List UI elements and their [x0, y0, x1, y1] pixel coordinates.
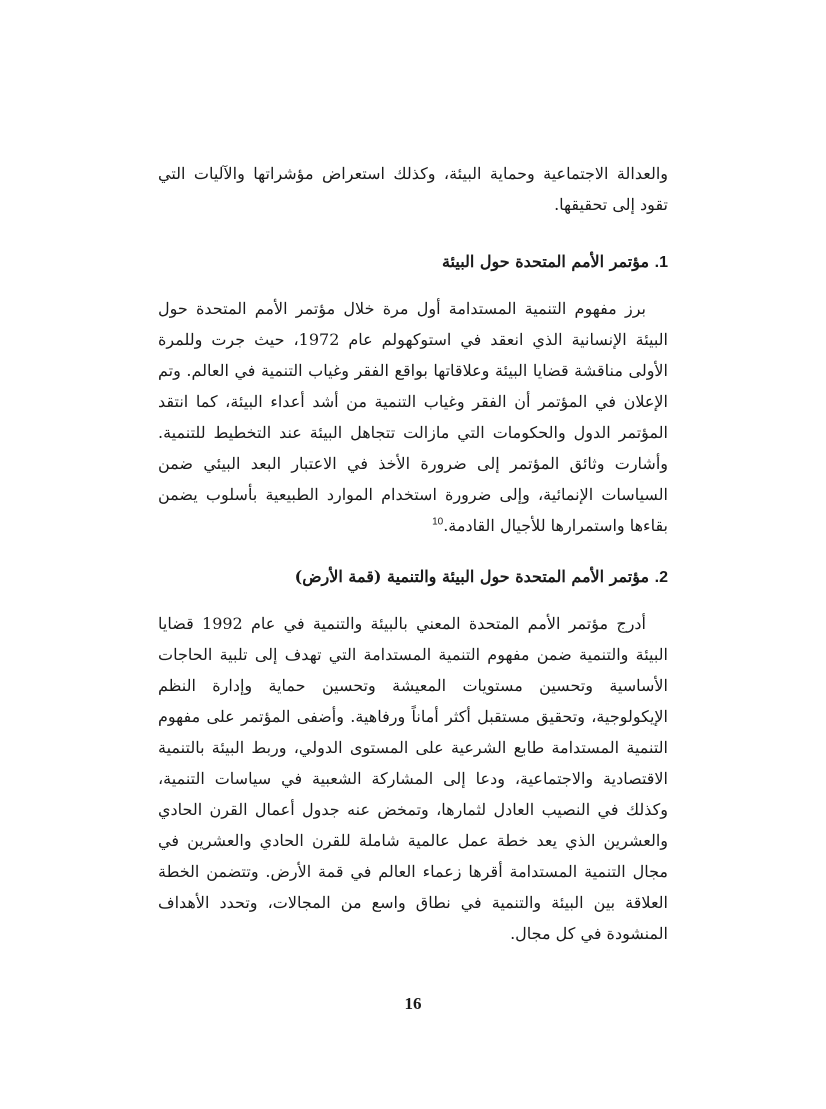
section-1-heading	[158, 246, 668, 278]
section-2-paragraph: أدرج مؤتمر الأمم المتحدة المعني بالبيئة والتنمية في عام 1992 قضايا البيئة والتنمية ضمن مفهوم التنمية المستدامة التي تهدف إلى تلبية الحاجات الأساسية وتحسين مستويات المعيشة وتحسين حماية وإدارة النظم الإيكولوجية، وتحقيق مستقبل أكثر أماناً ورفاهية. وأضفى المؤتمر على مفهوم التنمية المستدامة طابع الشرعية على المستوى الدولي، وربط البيئة بالتنمية الاقتصادية والاجتماعية، ودعا إلى المشاركة الشعبية في سياسات التنمية، وكذلك في النصيب العادل لثمارها، وتمخض عنه جدول أعمال القرن الحادي والعشرين الذي يعد خطة عمل عالمية شاملة للقرن الحادي والعشرين في مجال التنمية المستدامة أقرها زعماء العالم في قمة الأرض. وتتضمن الخطة العلاقة بين البيئة والتنمية في نطاق واسع من المجالات، وتحدد الأهداف المنشودة في كل مجال.	[158, 614, 669, 943]
section-2-heading	[158, 561, 668, 593]
section-2-number: 2.	[654, 569, 668, 586]
footnote-marker[interactable]: 10	[432, 516, 444, 528]
section-1-text: برز مفهوم التنمية المستدامة أول مرة خلال مؤتمر الأمم المتحدة حول البيئة الإنسانية الذي انعقد في استوكهولم عام 1972، حيث جرت وللمرة الأولى مناقشة قضايا البيئة وعلاقاتها بواقع الفقر وغياب التنمية في العالم. وتم الإعلان في المؤتمر أن الفقر وغياب التنمية من أشد أعداء البيئة، كما انتقد المؤتمر الدول والحكومات التي مازالت تتجاهل البيئة عند التخطيط للتنمية. وأشارت وثائق المؤتمر إلى ضرورة الأخذ في الاعتبار البعد البيئي ضمن السياسات الإنمائية، وإلى ضرورة استخدام الموارد الطبيعية بأسلوب يضمن بقاءها واستمرارها للأجيال القادمة.	[158, 299, 668, 535]
intro-paragraph: والعدالة الاجتماعية وحماية البيئة، وكذلك استعراض مؤشراتها والآليات التي تقود إلى تحقيقها.	[158, 164, 668, 214]
page-body	[158, 158, 668, 949]
page-number: 16	[404, 994, 422, 1013]
section-2-title: مؤتمر الأمم المتحدة حول البيئة والتنمية (قمة الأرض)	[294, 567, 650, 586]
section-1-title: مؤتمر الأمم المتحدة حول البيئة	[441, 252, 650, 271]
section-1-paragraph	[158, 293, 668, 541]
section-1-number: 1.	[654, 254, 668, 271]
